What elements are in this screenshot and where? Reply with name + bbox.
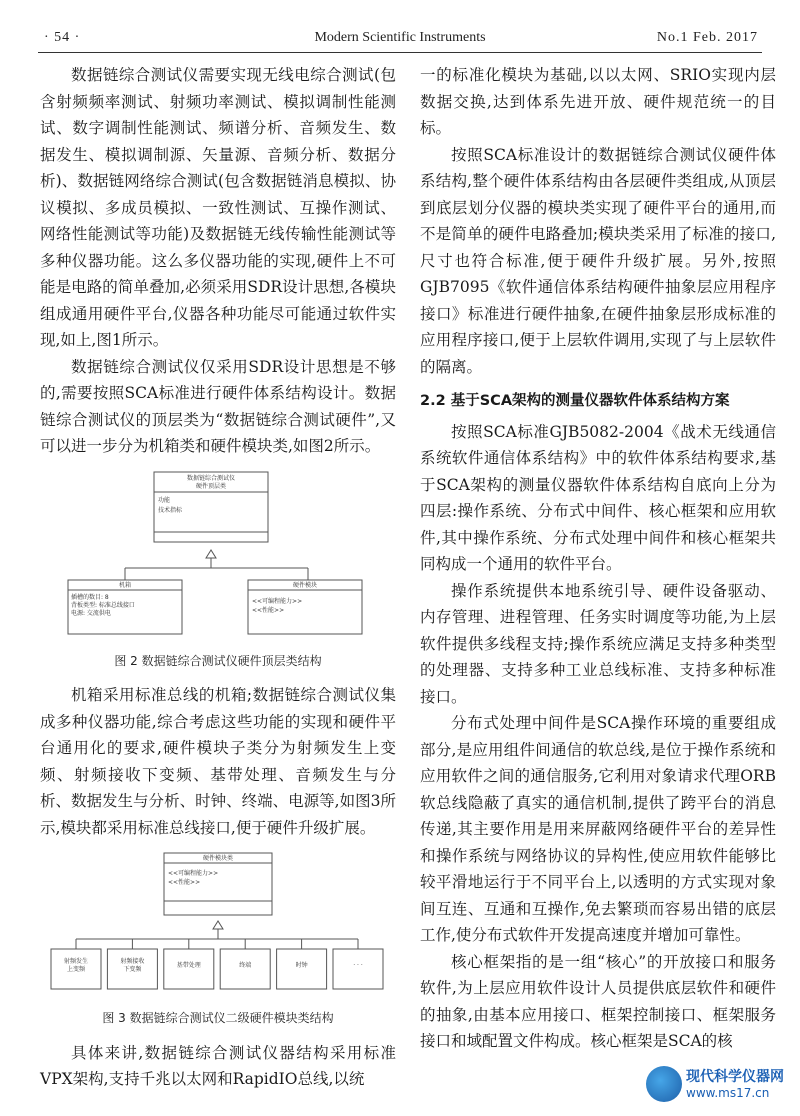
figure-2 bbox=[40, 468, 396, 675]
uml-text: 硬件模块 bbox=[292, 581, 318, 589]
uml-text: 机箱 bbox=[118, 581, 132, 589]
uml-subclass-label: 基带处理 bbox=[176, 962, 201, 969]
left-column bbox=[40, 62, 396, 1093]
watermark-title: 现代科学仪器网 bbox=[686, 1069, 784, 1085]
watermark-url: www.ms17.cn bbox=[686, 1086, 770, 1100]
journal-name: Modern Scientific Instruments bbox=[314, 30, 486, 45]
running-header bbox=[38, 26, 762, 53]
uml-subclass-label: 射频接收 bbox=[120, 958, 145, 965]
uml-subclass-box bbox=[164, 949, 214, 989]
figure-3-caption: 图 3 数据链综合测试仪二级硬件模块类结构 bbox=[102, 1011, 334, 1025]
figure-3-diagram bbox=[40, 849, 396, 1001]
paragraph: 按照SCA标准GJB5082-2004《战术无线通信系统软件通信体系结构》中的软件体系结构要求,基于SCA架构的测量仪器软件体系结构自底向上分为四层:操作系统、分布式中间件、核心框架和应用软件,其中操作系统、分布式处理中间件和核心框架共同构成一个通用的软件平台。 bbox=[420, 422, 776, 573]
uml-subclass-label: · · · bbox=[353, 962, 363, 969]
uml-subclass-box bbox=[333, 949, 383, 989]
paragraph: 数据链综合测试仪仅采用SDR设计思想是不够的,需要按照SCA标准进行硬件体系结构设计。数据链综合测试仪的顶层类为“数据链综合测试硬件”,又可以进一步分为机箱类和硬件模块类,如图2所示。 bbox=[40, 357, 396, 455]
right-column bbox=[420, 62, 776, 1055]
uml-text: 技术指标 bbox=[158, 506, 183, 514]
page-number: · 54 · bbox=[44, 30, 81, 45]
paragraph: 数据链综合测试仪需要实现无线电综合测试(包含射频频率测试、射频功率测试、模拟调制性能测试、数字调制性能测试、频谱分析、音频发生、数据发生、模拟调制源、矢量源、音频分析、数据分析)、数据链网络综合测试(包含数据链消息模拟、协议模拟、多成员模拟、一致性测试、互操作测试、网络性能测试等功能)及数据链无线传输性能测试等多种仪器功能。这么多仪器功能的实现,硬件上不可能是电路的简单叠加,必须采用SDR设计思想,各模块组成通用硬件平台,仪器各种功能尽可能通过软件实现,如上,图1所示。 bbox=[40, 66, 396, 349]
site-logo-icon bbox=[646, 1066, 682, 1102]
figure-2-diagram bbox=[40, 468, 396, 644]
uml-text: 电源: 交流供电 bbox=[71, 609, 111, 617]
paragraph: 分布式处理中间件是SCA操作环境的重要组成部分,是应用组件间通信的软总线,是位于操作系统和应用软件之间的通信服务,它利用对象请求代理ORB软总线隐蔽了真实的通信机制,提供了跨平台的消息传递,其主要作用是用来屏蔽网络硬件平台的差异性和操作系统与网络协议的异构性,使应用软件能够比较平滑地运行于不同平台上,以透明的方式实现对象间互连、互通和互操作,免去繁琐而容易出错的底层工作,使分布式软件开发提高速度并增加可靠性。 bbox=[420, 714, 776, 944]
uml-text: 背板类型: 标准总线接口 bbox=[71, 601, 135, 609]
paragraph: 具体来讲,数据链综合测试仪器结构采用标准VPX架构,支持千兆以太网和RapidIO总线,以统 bbox=[40, 1043, 396, 1088]
uml-subclass-label: 射频发生 bbox=[63, 958, 89, 965]
uml-text: 数据链综合测试仪 bbox=[186, 474, 236, 482]
uml-text: <<可编程能力>> bbox=[168, 870, 219, 877]
site-watermark bbox=[646, 1064, 786, 1108]
uml-text: 硬件模块类 bbox=[202, 855, 234, 862]
paragraph: 一的标准化模块为基础,以以太网、SRIO实现内层数据交换,达到体系先进开放、硬件规范统一的目标。 bbox=[420, 66, 776, 137]
figure-2-caption: 图 2 数据链综合测试仪硬件顶层类结构 bbox=[114, 653, 322, 668]
uml-text: 硬件顶层类 bbox=[195, 482, 227, 490]
uml-text: 功能 bbox=[158, 496, 171, 504]
uml-subclass-box bbox=[277, 949, 327, 989]
paragraph: 操作系统提供本地系统引导、硬件设备驱动、内存管理、进程管理、任务实时调度等功能,为上层软件提供多线程支持;操作系统应满足支持多种类型的处理器、支持多种工业总线标准、支持多种标准接口。 bbox=[420, 581, 776, 706]
section-heading: 2.2 基于SCA架构的测量仪器软件体系结构方案 bbox=[420, 393, 730, 409]
uml-subclass-label: 时钟 bbox=[295, 962, 308, 969]
paragraph: 机箱采用标准总线的机箱;数据链综合测试仪集成多种仪器功能,综合考虑这些功能的实现和硬件平台通用化的要求,硬件模块子类分为射频发生上变频、射频接收下变频、基带处理、音频发生与分析、数据发生与分析、时钟、终端、电源等,如图3所示,模块都采用标准总线接口,便于硬件升级扩展。 bbox=[40, 686, 396, 837]
paragraph: 按照SCA标准设计的数据链综合测试仪硬件体系结构,整个硬件体系结构由各层硬件类组成,从顶层到底层划分仪器的模块类实现了硬件平台的通用,而不是简单的硬件电路叠加;模块类采用了标准的接口,尺寸也符合标准,便于硬件升级扩展。另外,按照GJB7095《软件通信体系结构硬件抽象层应用程序接口》标准进行硬件抽象,在硬件抽象层形成标准的应用程序接口,便于上层软件调用,实现了与上层软件的隔离。 bbox=[420, 145, 776, 376]
uml-text: <<可编程能力>> bbox=[252, 597, 303, 605]
uml-subclass-label: 下变频 bbox=[123, 966, 142, 973]
inheritance-arrow-icon bbox=[206, 550, 216, 558]
uml-subclass-box bbox=[220, 949, 270, 989]
inheritance-arrow-icon bbox=[213, 921, 223, 929]
uml-text: 插槽的数目: 8 bbox=[71, 593, 109, 601]
paragraph: 核心框架指的是一组“核心”的开放接口和服务软件,为上层应用软件设计人员提供底层软件和硬件的抽象,由基本应用接口、框架控制接口、框架服务接口和域配置文件构成。核心框架是SCA的核 bbox=[420, 952, 776, 1050]
uml-text: <<性能>> bbox=[168, 879, 201, 886]
uml-subclass-label: 上变频 bbox=[66, 966, 86, 973]
uml-text: <<性能>> bbox=[252, 606, 285, 614]
issue-info: No.1 Feb. 2017 bbox=[656, 30, 758, 45]
uml-subclass-label: 终端 bbox=[239, 962, 252, 969]
figure-3 bbox=[40, 849, 396, 1032]
